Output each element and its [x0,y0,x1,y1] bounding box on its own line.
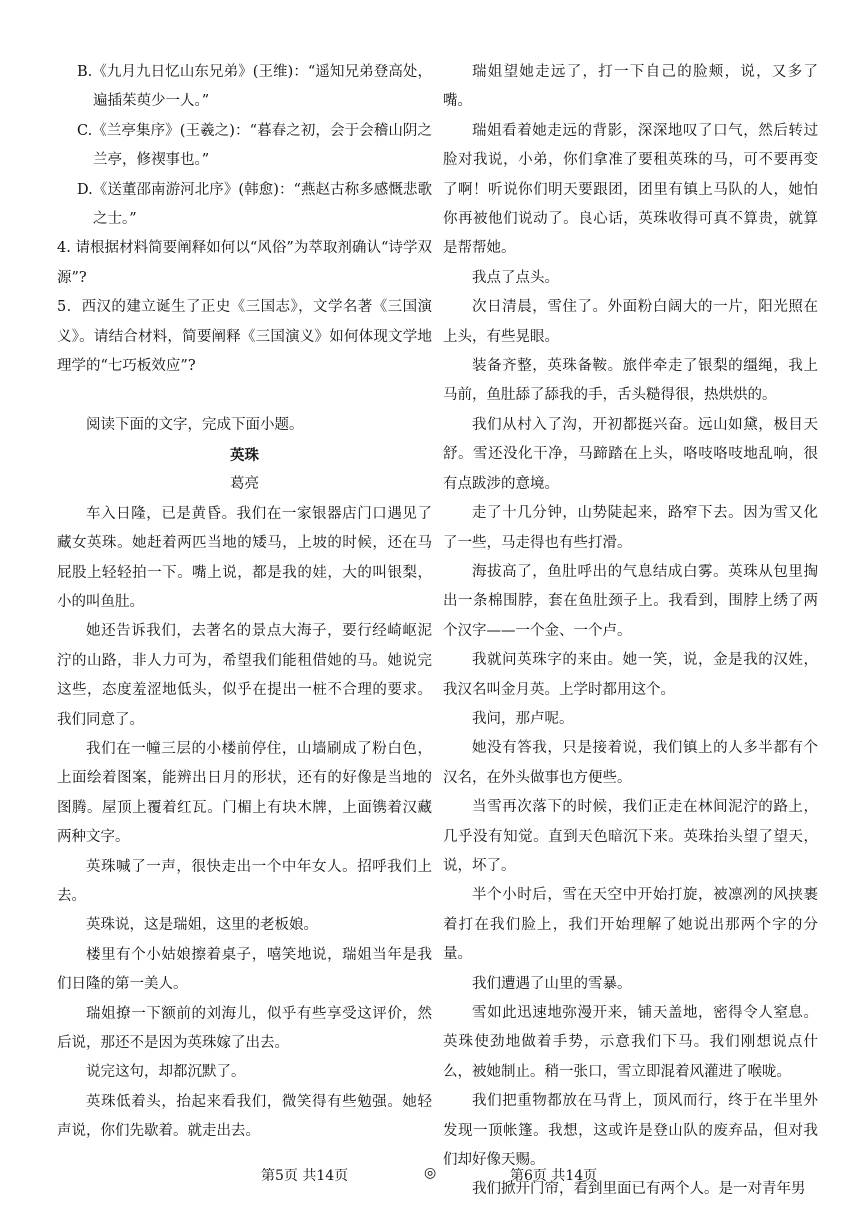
paragraph: 次日清晨，雪住了。外面粉白阔大的一片，阳光照在上头，有些晃眼。 [443,299,818,345]
passage-title: 英珠 [230,446,259,464]
option-b: B.《九月九日忆山东兄弟》(王维)：“遥知兄弟登高处，遍插茱萸少一人。” [77,64,432,110]
paragraph: 瑞姐撩一下额前的刘海儿，似乎有些享受这评价，然后说，那还不是因为英珠嫁了出去。 [57,1005,432,1051]
option-d: D.《送董邵南游河北序》(韩愈)：“燕赵古称多感慨悲歌之士。” [77,181,432,228]
spacer [57,381,432,411]
paragraph: 车入日隆，已是黄昏。我们在一家银器店门口遇见了藏女英珠。她赶着两匹当地的矮马，上坡的时候，还在马屁股上轻轻拍一下。嘴上说，都是我的娃，大的叫银梨，小的叫鱼肚。 [57,505,432,610]
paragraph: 英珠说，这是瑞姐，这里的老板娘。 [86,917,318,934]
paragraph: 说完这句，却都沉默了。 [86,1064,246,1081]
paragraph: 她没有答我，只是接着说，我们镇上的人多半都有个汉名，在外头做事也方便些。 [443,740,818,786]
page-footer [0,1165,860,1185]
paragraph: 我问，那卢呢。 [472,710,574,727]
option-c: C.《兰亭集序》(王羲之)：“暮春之初，会于会稽山阴之兰亭，修禊事也。” [77,122,432,169]
paragraph: 我们掀开门帘，看到里面已有两个人。是一对青年男 [472,1181,806,1198]
page-number-right: 第6页 共14页 [510,1168,598,1184]
paragraph: 我们从村入了沟，开初都挺兴奋。远山如黛，极目天舒。雪还没化干净，马蹄踏在上头，咯吱咯吱地乱响，很有点跋涉的意境。 [443,416,818,492]
question-4: 4. 请根据材料简要阐释如何以“风俗”为萃取剂确认“诗学双源”? [57,240,432,286]
question-5: 5．西汉的建立诞生了正史《三国志》，文学名著《三国演义》。请结合材料，简要阐释《三国演义》如何体现文学地理学的“七巧板效应”? [57,299,432,375]
paragraph: 走了十几分钟，山势陡起来，路窄下去。因为雪又化了一些，马走得也有些打滑。 [443,505,818,551]
paragraph: 当雪再次落下的时候，我们正走在林间泥泞的路上，几乎没有知觉。直到天色暗沉下来。英珠抬头望了望天，说，坏了。 [443,799,818,874]
paragraph: 瑞姐望她走远了，打一下自己的脸颊，说，又多了嘴。 [443,64,818,110]
paragraph: 我们在一幢三层的小楼前停住，山墙刷成了粉白色，上面绘着图案，能辨出日月的形状，还有的好像是当地的图腾。屋顶上覆着红瓦。门楣上有块木牌，上面镌着汉藏两种文字。 [57,740,432,846]
paragraph: 英珠喊了一声，很快走出一个中年女人。招呼我们上去。 [57,858,432,904]
paragraph: 楼里有个小姑娘擦着桌子，嘻笑地说，瑞姐当年是我们日隆的第一美人。 [57,946,432,993]
paragraph: 半个小时后，雪在天空中开始打旋，被凛冽的风挟裹着打在我们脸上，我们开始理解了她说出那两个字的分量。 [443,887,818,963]
reading-instruction: 阅读下面的文字，完成下面小题。 [86,417,304,434]
paragraph: 我点了点头。 [472,269,559,286]
left-column [57,58,432,1147]
footer-separator: ◎ [424,1165,437,1181]
right-column [443,58,818,1205]
paragraph: 英珠低着头，抬起来看我们，微笑得有些勉强。她轻声说，你们先歇着。就走出去。 [57,1093,432,1140]
passage-author: 葛亮 [230,476,259,493]
paragraph: 雪如此迅速地弥漫开来，铺天盖地，密得令人窒息。英珠使劲地做着手势，示意我们下马。我们刚想说点什么，被她制止。稍一张口，雪立即混着风灌进了喉咙。 [443,1005,818,1080]
paragraph: 海拔高了，鱼肚呼出的气息结成白雾。英珠从包里掏出一条棉围脖，套在鱼肚颈子上。我看到，围脖上绣了两个汉字——一个金、一个卢。 [443,563,818,639]
paragraph: 我们把重物都放在马背上，顶风而行，终于在半里外发现一顶帐篷。我想，这或许是登山队的废弃品，但对我们却好像天赐。 [443,1093,818,1169]
paragraph: 我就问英珠字的来由。她一笑，说，金是我的汉姓，我汉名叫金月英。上学时都用这个。 [443,652,818,698]
paragraph: 装备齐整，英珠备鞍。旅伴牵走了银梨的缰绳，我上马前，鱼肚舔了舔我的手，舌头糙得很，热烘烘的。 [443,358,818,404]
page-number-left: 第5页 共14页 [261,1168,349,1184]
paragraph: 她还告诉我们，去著名的景点大海子，要行经崎岖泥泞的山路，非人力可为，希望我们能租借她的马。她说完这些，态度羞涩地低头，似乎在提出一桩不合理的要求。我们同意了。 [57,623,432,728]
paragraph: 我们遭遇了山里的雪暴。 [472,975,632,992]
paragraph: 瑞姐看着她走远的背影，深深地叹了口气，然后转过脸对我说，小弟，你们拿准了要租英珠的马，可不要再变了啊！听说你们明天要跟团，团里有镇上马队的人，她怕你再被他们说动了。良心话，英珠收得可真不算贵，就算是帮帮她。 [443,122,818,257]
